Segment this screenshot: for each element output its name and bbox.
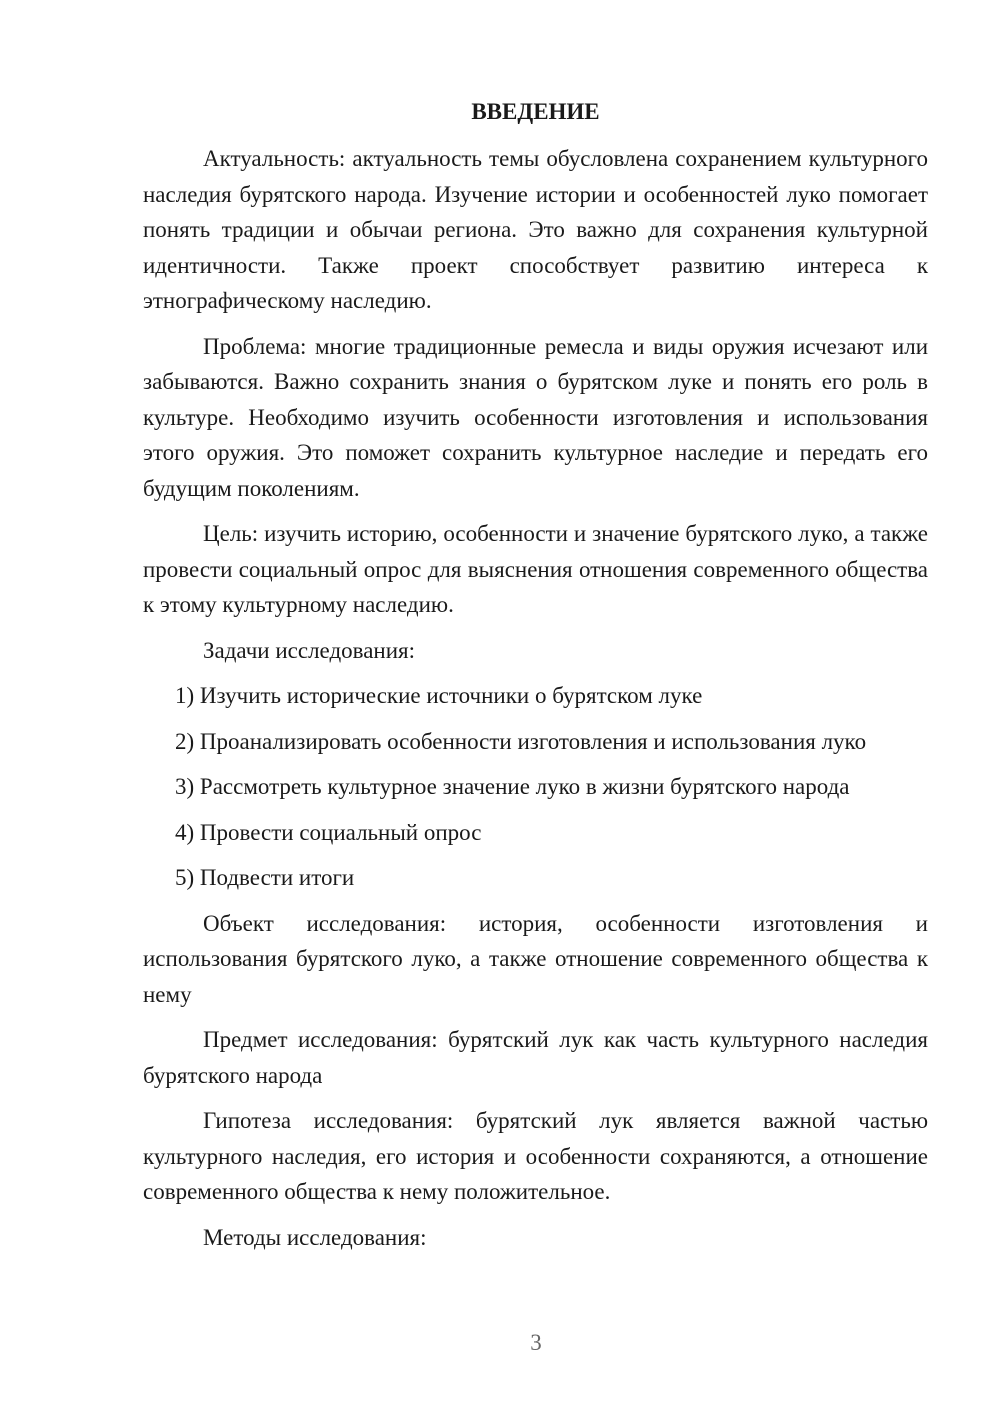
object-paragraph: Объект исследования: история, особенности изготовления и использования бурятского луко, а также отношение современного общества к нему bbox=[143, 910, 928, 1007]
section-title: ВВЕДЕНИЕ bbox=[471, 99, 600, 124]
goal-paragraph: Цель: изучить историю, особенности и значение бурятского луко, а также провести социальный опрос для выяснения отношения современного общества к этому культурному наследию. bbox=[143, 521, 928, 617]
task-item: 4) Провести социальный опрос bbox=[175, 819, 482, 845]
relevance-paragraph: Актуальность: актуальность темы обусловлена сохранением культурного наследия бурятского народа. Изучение истории и особенностей луко помогает понять традиции и обычаи региона. Это важно для сохранения культурной идентичности. Также проект способствует развитию интереса к этнографическому наследию. bbox=[143, 146, 928, 313]
subject-paragraph: Предмет исследования: бурятский лук как часть культурного наследия бурятского народа bbox=[143, 1027, 928, 1088]
page-content bbox=[143, 94, 928, 1265]
page-number: 3 bbox=[530, 1330, 542, 1355]
task-item: 2) Проанализировать особенности изготовления и использования луко bbox=[175, 728, 867, 754]
task-item: 5) Подвести итоги bbox=[175, 865, 355, 890]
methods-heading: Методы исследования: bbox=[203, 1224, 427, 1250]
tasks-heading: Задачи исследования: bbox=[203, 637, 416, 663]
task-item: 1) Изучить исторические источники о бурятском луке bbox=[175, 683, 703, 708]
hypothesis-paragraph: Гипотеза исследования: бурятский лук является важной частью культурного наследия, его история и особенности сохраняются, а отношение современного общества к нему положительное. bbox=[143, 1108, 928, 1204]
problem-paragraph: Проблема: многие традиционные ремесла и виды оружия исчезают или забываются. Важно сохранить знания о бурятском луке и понять его роль в культуре. Необходимо изучить особенности изготовления и использования этого оружия. Это поможет сохранить культурное наследие и передать его будущим поколениям. bbox=[143, 333, 928, 501]
task-item: 3) Рассмотреть культурное значение луко в жизни бурятского народа bbox=[175, 774, 850, 799]
